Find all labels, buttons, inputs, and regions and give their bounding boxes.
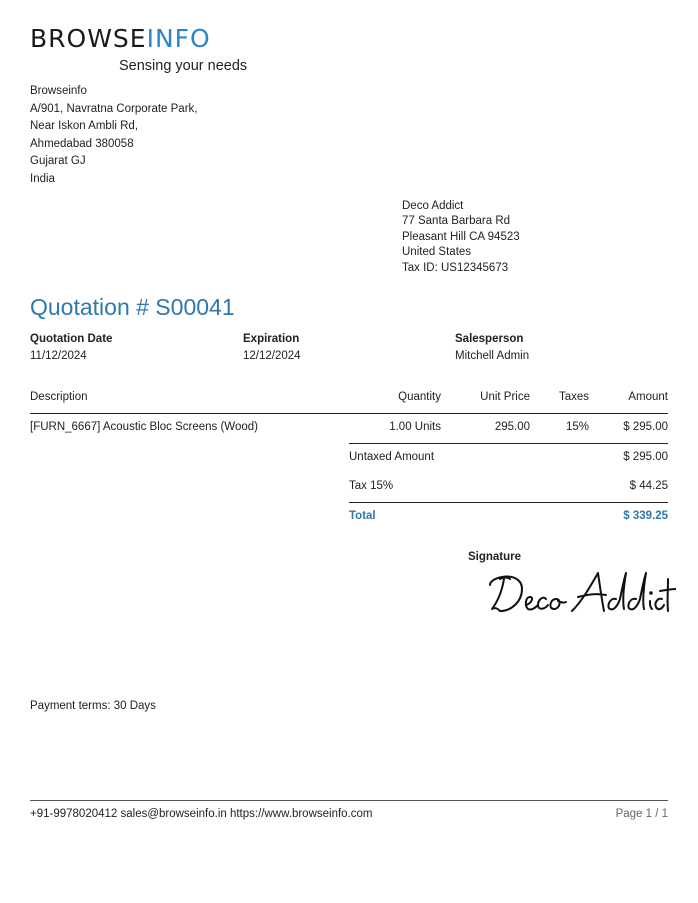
header-unit-price: Unit Price — [480, 391, 530, 403]
totals-bottom-divider — [349, 502, 668, 503]
company-address-line: A/901, Navratna Corporate Park, — [30, 102, 198, 115]
header-description: Description — [30, 391, 88, 403]
untaxed-amount-value: $ 295.00 — [623, 451, 668, 463]
company-name: Browseinfo — [30, 85, 87, 97]
customer-address — [402, 199, 520, 276]
logo-brand-dark: BROWSE — [30, 24, 147, 53]
logo-brand-blue: INFO — [146, 24, 211, 53]
header-amount: Amount — [628, 391, 668, 403]
expiration-label: Expiration — [243, 333, 300, 345]
logo-wordmark — [30, 24, 250, 54]
customer-tax-id: Tax ID: US12345673 — [402, 261, 509, 274]
customer-street: 77 Santa Barbara Rd — [402, 215, 511, 228]
totals-top-divider — [349, 443, 668, 444]
footer-contact: +91-9978020412 sales@browseinfo.in https://www.browseinfo.com — [30, 808, 373, 820]
header-taxes: Taxes — [558, 391, 589, 403]
company-country: India — [30, 172, 55, 185]
company-city: Ahmedabad 380058 — [30, 137, 134, 150]
customer-country: United States — [402, 246, 472, 259]
company-address — [30, 83, 197, 188]
page-title: Quotation # S00041 — [30, 294, 235, 320]
company-address-line: Near Iskon Ambli Rd, — [30, 120, 139, 132]
untaxed-amount-label: Untaxed Amount — [349, 451, 435, 463]
row-description: [FURN_6667] Acoustic Bloc Screens (Wood) — [30, 421, 258, 433]
header-quantity: Quantity — [398, 391, 441, 403]
customer-city: Pleasant Hill CA 94523 — [402, 230, 520, 243]
customer-name: Deco Addict — [402, 200, 464, 212]
logo-tagline: Sensing your needs — [119, 58, 248, 74]
quotation-date-label: Quotation Date — [30, 333, 113, 345]
tax-label: Tax 15% — [349, 480, 394, 492]
row-taxes: 15% — [565, 421, 589, 433]
row-amount: $ 295.00 — [623, 421, 668, 433]
expiration-value: 12/12/2024 — [243, 350, 301, 362]
signature-label: Signature — [468, 551, 522, 563]
quotation-date-value: 11/12/2024 — [30, 350, 87, 362]
signature-image — [486, 565, 676, 619]
page-number: Page 1 / 1 — [615, 808, 668, 820]
total-label: Total — [349, 510, 376, 522]
company-state: Gujarat GJ — [30, 155, 86, 167]
salesperson-label: Salesperson — [455, 333, 524, 345]
footer-divider — [30, 800, 668, 801]
row-unit-price: 295.00 — [494, 421, 530, 433]
handwritten-signature — [486, 565, 676, 619]
company-logo — [30, 24, 250, 84]
salesperson-value: Mitchell Admin — [455, 350, 530, 362]
total-value: $ 339.25 — [623, 510, 668, 522]
payment-terms: Payment terms: 30 Days — [30, 700, 156, 712]
row-quantity: 1.00 Units — [389, 421, 441, 433]
header-divider — [30, 413, 668, 414]
tax-value: $ 44.25 — [629, 480, 668, 492]
